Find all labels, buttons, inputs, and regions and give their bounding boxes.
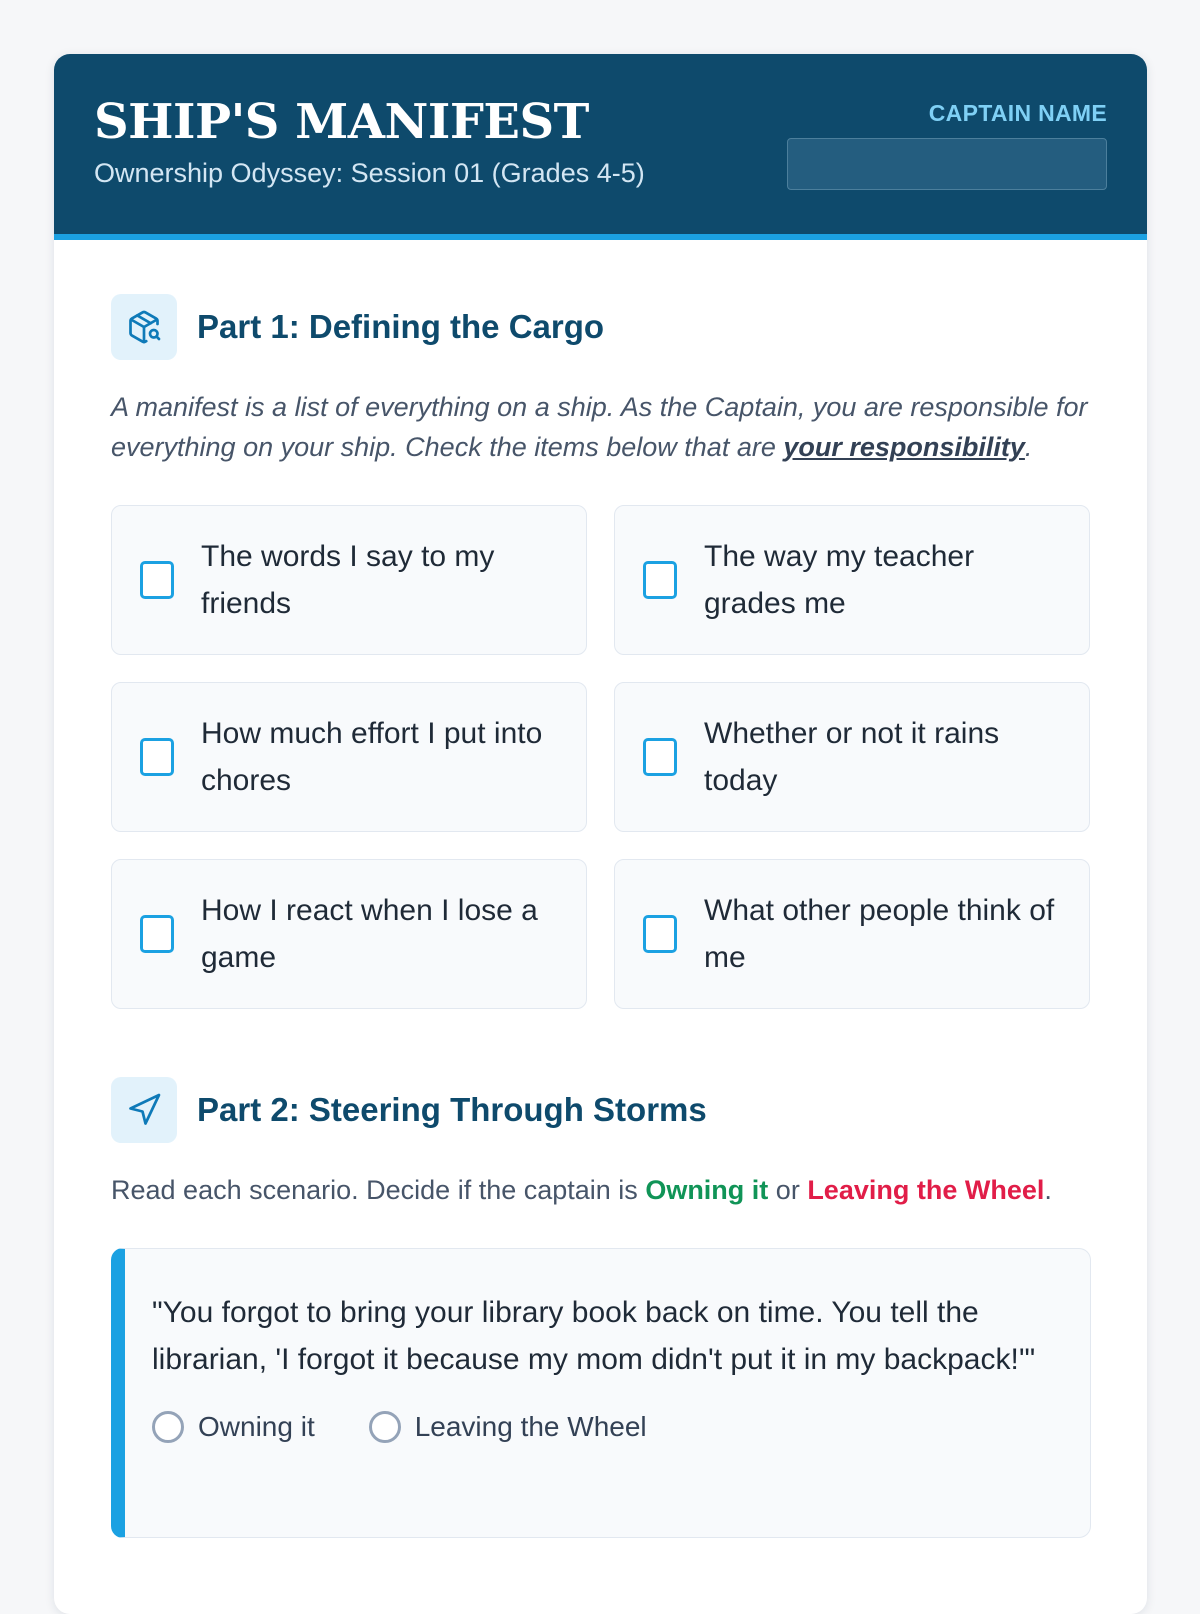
- package-search-icon: [111, 294, 177, 360]
- intro-end: .: [1044, 1175, 1052, 1205]
- worksheet-body: [54, 294, 1147, 1538]
- radio-label: Owning it: [198, 1411, 315, 1442]
- cargo-item[interactable]: [614, 505, 1090, 655]
- scenario-text: "You forgot to bring your library book back on time. You tell the librarian, 'I forgot it because my mom didn't put it in my backpack!'": [152, 1296, 1036, 1376]
- captain-name-input[interactable]: [787, 138, 1107, 190]
- cargo-item[interactable]: [614, 859, 1090, 1009]
- page-subtitle: Ownership Odyssey: Session 01 (Grades 4-5): [94, 158, 645, 188]
- cargo-item-label: The words I say to my friends: [201, 540, 495, 620]
- part2-title: Part 2: Steering Through Storms: [197, 1091, 707, 1128]
- checkbox[interactable]: [140, 738, 174, 776]
- captain-name-label: CAPTAIN NAME: [928, 100, 1107, 126]
- cargo-item[interactable]: [614, 682, 1090, 832]
- cargo-item-label: The way my teacher grades me: [704, 540, 975, 620]
- owning-it-term: Owning it: [645, 1175, 769, 1205]
- part2-header: [111, 1077, 1091, 1143]
- worksheet-card: [54, 54, 1147, 1614]
- checkbox[interactable]: [140, 561, 174, 599]
- cargo-item-label: How I react when I lose a game: [201, 894, 538, 974]
- checkbox[interactable]: [140, 915, 174, 953]
- cargo-item-label: How much effort I put into chores: [201, 717, 543, 797]
- cargo-item[interactable]: [111, 859, 587, 1009]
- header: [54, 54, 1147, 240]
- cargo-checklist: [111, 505, 1091, 1009]
- radio-label: Leaving the Wheel: [414, 1411, 647, 1442]
- instructions-emphasis: your responsibility: [783, 432, 1025, 462]
- cargo-item[interactable]: [111, 505, 587, 655]
- radio-button[interactable]: [152, 1411, 184, 1443]
- intro-connector: or: [768, 1175, 808, 1205]
- part2-instructions: [111, 1175, 1091, 1206]
- part1-instructions: [111, 387, 1096, 467]
- cargo-item-label: What other people think of me: [704, 894, 1055, 974]
- part1-title: Part 1: Defining the Cargo: [197, 308, 605, 345]
- instructions-end: .: [1024, 432, 1033, 462]
- part1-header: [111, 294, 1091, 360]
- cargo-item[interactable]: [111, 682, 587, 832]
- checkbox[interactable]: [643, 738, 677, 776]
- scenario-card: [111, 1248, 1091, 1538]
- page-title: SHIP'S MANIFEST: [94, 94, 589, 150]
- navigation-icon: [111, 1077, 177, 1143]
- intro-text: Read each scenario. Decide if the captain is: [111, 1175, 646, 1205]
- instructions-text: A manifest is a list of everything on a ship. As the Captain, you are responsible for everything on your ship. Check the items below that are: [111, 392, 1088, 462]
- radio-button[interactable]: [369, 1411, 401, 1443]
- leaving-wheel-term: Leaving the Wheel: [807, 1175, 1045, 1205]
- cargo-item-label: Whether or not it rains today: [704, 717, 1000, 797]
- leaving-the-wheel-option[interactable]: [369, 1411, 647, 1443]
- checkbox[interactable]: [643, 915, 677, 953]
- checkbox[interactable]: [643, 561, 677, 599]
- scenario-choices: [152, 1411, 1060, 1443]
- owning-it-option[interactable]: [152, 1411, 315, 1443]
